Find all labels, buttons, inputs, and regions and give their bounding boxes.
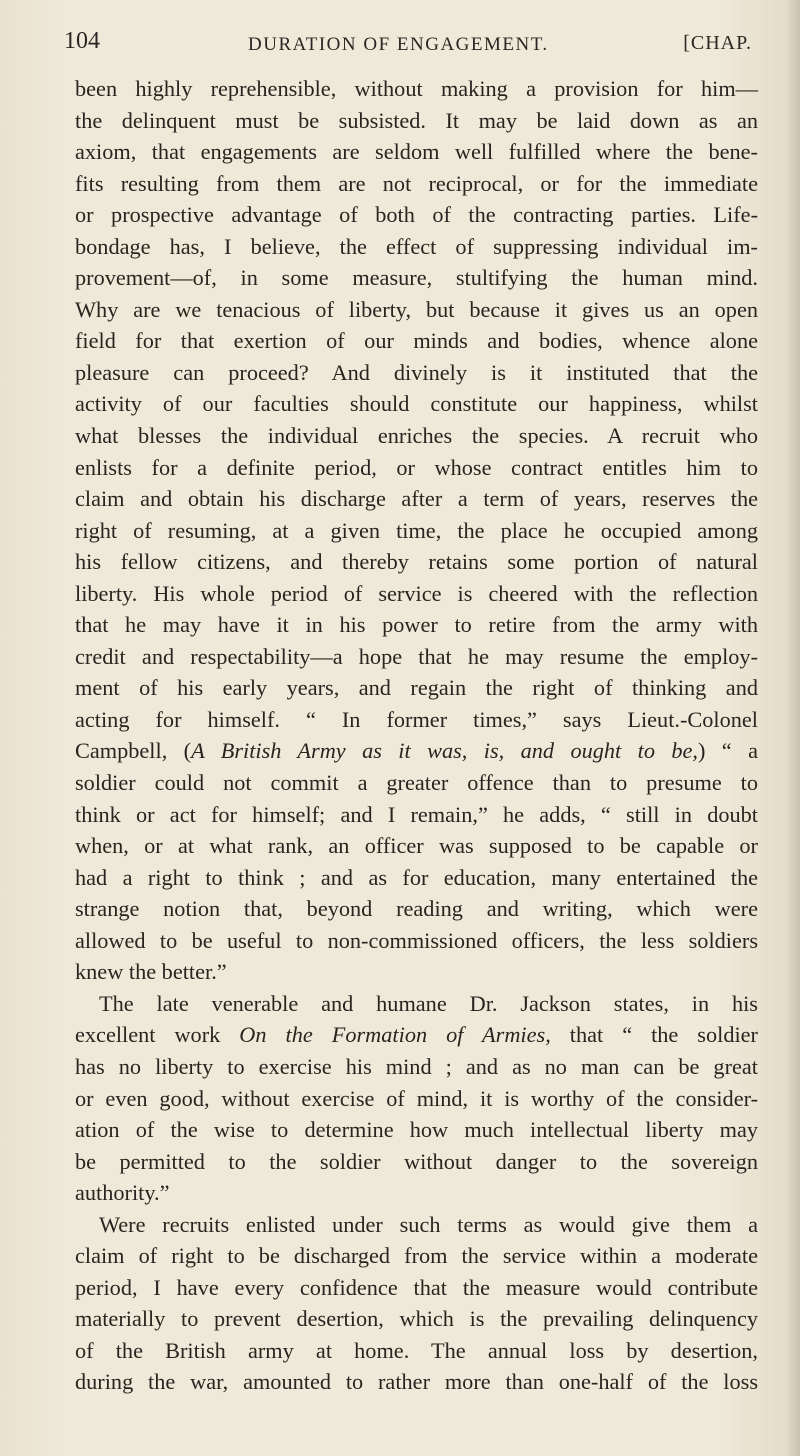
text-line: materially to prevent desertion, which is the prevailing delinquency bbox=[75, 1306, 758, 1332]
paragraph-start-line: Were recruits enlisted under such terms as would give them a bbox=[99, 1211, 758, 1237]
text-line: ation of the wise to determine how much intellectual liberty may bbox=[75, 1117, 758, 1143]
page-number: 104 bbox=[64, 28, 100, 54]
text-line: bondage has, I believe, the effect of suppressing individual im- bbox=[75, 233, 758, 259]
text-line: been highly reprehensible, without making a provision for him— bbox=[75, 76, 758, 101]
text-line: the delinquent must be subsisted. It may be laid down as an bbox=[75, 107, 758, 133]
text-line: knew the better.” bbox=[75, 959, 227, 985]
text-line: right of resuming, at a given time, the place he occupied among bbox=[75, 517, 758, 543]
text-line: pleasure can proceed? And divinely is it instituted that the bbox=[75, 359, 758, 385]
text-line: of the British army at home. The annual loss by desertion, bbox=[75, 1337, 758, 1363]
page-edge-shadow bbox=[786, 0, 800, 1456]
text-run: ) “ a bbox=[697, 738, 758, 764]
running-header bbox=[64, 22, 772, 62]
text-line: soldier could not commit a greater offence than to presume to bbox=[75, 770, 758, 796]
chapter-tag: [CHAP. bbox=[683, 32, 752, 54]
text-line: during the war, amounted to rather more than one-half of the loss bbox=[75, 1369, 758, 1395]
text-line: fits resulting from them are not reciprocal, or for the immediate bbox=[75, 170, 758, 196]
paragraph-start-line: The late venerable and humane Dr. Jackson states, in his bbox=[99, 990, 758, 1016]
text-line: what blesses the individual enriches the species. A recruit who bbox=[75, 423, 758, 449]
body-text bbox=[75, 73, 758, 1398]
text-line bbox=[75, 735, 758, 767]
text-run: excellent work bbox=[75, 1022, 240, 1048]
text-line: be permitted to the soldier without danger to the sovereign bbox=[75, 1148, 758, 1174]
text-line: provement—of, in some measure, stultifying the human mind. bbox=[75, 265, 758, 291]
text-line: claim of right to be discharged from the service within a moderate bbox=[75, 1243, 758, 1269]
text-line: when, or at what rank, an officer was supposed to be capable or bbox=[75, 833, 758, 859]
text-line: allowed to be useful to non-commissioned officers, the less soldiers bbox=[75, 927, 758, 953]
running-title: DURATION OF ENGAGEMENT. bbox=[248, 34, 549, 55]
text-line: axiom, that engagements are seldom well fulfilled where the bene- bbox=[75, 139, 758, 165]
text-line: that he may have it in his power to retire from the army with bbox=[75, 612, 758, 638]
book-title-italic: A British Army as it was, is, and ought to be, bbox=[191, 738, 698, 764]
text-run: Campbell, ( bbox=[75, 738, 192, 764]
text-line: acting for himself. “ In former times,” says Lieut.-Colonel bbox=[75, 706, 758, 732]
text-line: think or act for himself; and I remain,” he adds, “ still in doubt bbox=[75, 801, 758, 827]
text-line: his fellow citizens, and thereby retains some portion of natural bbox=[75, 549, 758, 575]
text-line: had a right to think ; and as for education, many entertained the bbox=[75, 864, 758, 890]
text-line: strange notion that, beyond reading and writing, which were bbox=[75, 896, 758, 922]
text-line: has no liberty to exercise his mind ; and as no man can be great bbox=[75, 1053, 758, 1079]
text-line: claim and obtain his discharge after a term of years, reserves the bbox=[75, 486, 758, 512]
text-line: activity of our faculties should constitute our happiness, whilst bbox=[75, 391, 758, 417]
text-line: authority.” bbox=[75, 1180, 170, 1206]
text-line: or prospective advantage of both of the contracting parties. Life- bbox=[75, 202, 758, 228]
text-line: period, I have every confidence that the measure would contribute bbox=[75, 1274, 758, 1300]
text-line: ment of his early years, and regain the right of thinking and bbox=[75, 675, 758, 701]
text-line: or even good, without exercise of mind, it is worthy of the consider- bbox=[75, 1085, 758, 1111]
text-line: field for that exertion of our minds and bodies, whence alone bbox=[75, 328, 758, 354]
text-run: that “ the soldier bbox=[550, 1022, 758, 1048]
text-line: enlists for a definite period, or whose contract entitles him to bbox=[75, 454, 758, 480]
book-title-italic: On the Formation of Armies, bbox=[239, 1022, 551, 1048]
text-line: Why are we tenacious of liberty, but because it gives us an open bbox=[75, 296, 758, 322]
text-line: liberty. His whole period of service is cheered with the reflection bbox=[75, 580, 758, 606]
text-line bbox=[75, 1019, 758, 1051]
text-line: credit and respectability—a hope that he may resume the employ- bbox=[75, 643, 758, 669]
